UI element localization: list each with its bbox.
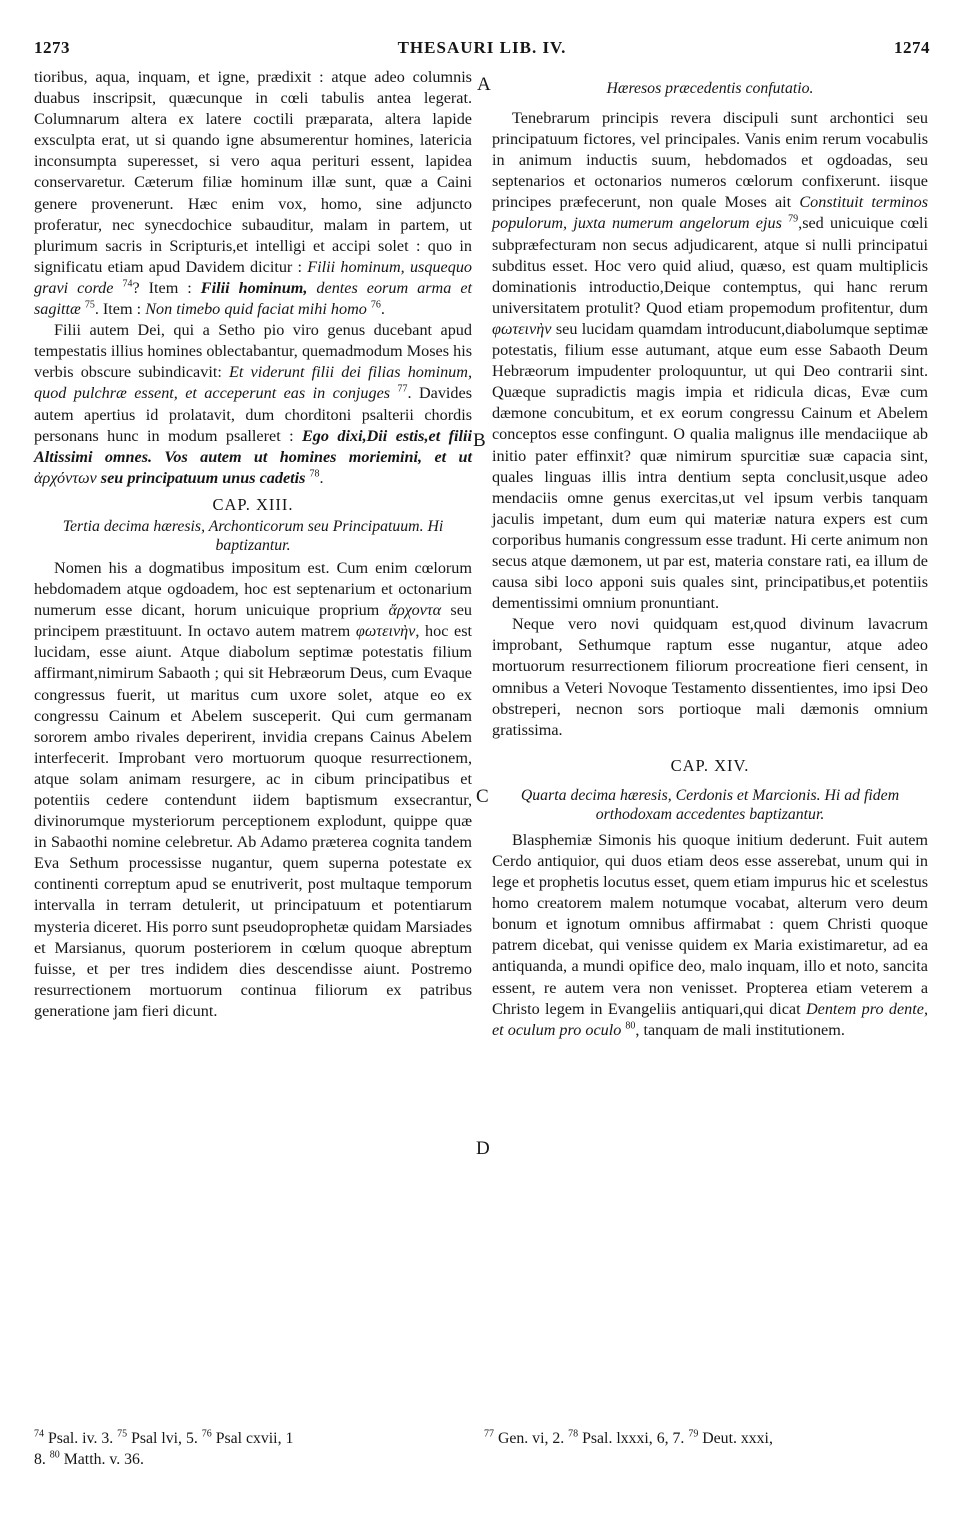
greek-word: ἀρχόντων (34, 468, 97, 487)
margin-marker-a: A (477, 74, 491, 95)
page-number-left: 1273 (34, 38, 70, 57)
footnote: $^{80}$ Matth. v. 36. (49, 1449, 144, 1468)
page-number-right: 1274 (894, 38, 930, 57)
footnote: $^{77}$ Gen. vi, 2. (484, 1428, 569, 1447)
chapter-heading: CAP. XIII. (212, 494, 294, 514)
running-title: THESAURI LIB. IV. (397, 38, 567, 57)
quotation: Filii hominum, (200, 278, 308, 297)
section-subtitle: Hæresos præcedentis confutatio. (606, 80, 814, 97)
paragraph: Neque vero novi quidquam est,quod divinum lavacrum improbant, Sethumque raptum esse nugantur, atque adeo mortuorum resurrectionem filiorum procreatione fieri censent, in omnibus a Veteri Novoque Testamento dissentientes, imo ipsi Deo obstreperi, necnon sors portioque mali dæmonis omnium gratissima. (492, 615, 928, 739)
footnote: $^{75}$ Psal lvi, 5. (117, 1428, 202, 1447)
paragraph: Nomen his a dogmatibus impositum est. Cum enim cœlorum hebdomadem atque ogdoadem, hoc est septenarium et octonarium numerum esse dicant, horum unicuique proprium ἄρχοντα seu principem præstituunt. In octavo autem matrem φωτεινὴν, hoc est lucidam, esse aiunt. Atque diabolum septimæ potestatis filium affirmant,nimirum Sabaoth ; qui sit Hebræorum Deus, cum Evaque congressus fuerit, ut maritus cum uxore solet, atque eo ex congressu Cainum et Abelem susceperit. Qui cum germanam sororem ambo rivales deperirent, invidia crepans Cainus Abelem interfecerit. Improbant vero mortuorum quoque resurrectionem, atque solam animam resurgere, ac in cibum principatibus et potentiis cedere contendunt iidem baptismum exsecrantur, divinorumque mysteriorum perceptionem explodunt, quippe quæ in Sabaothi nomine celebretur. Ab Adamo præterea cognita tandem Eva Sethum processisse nugantur, quem superna potestate ex continenti correptum apud se enutriverit, post multaque temporum intervalla in terram detulerit, ut principatuum et potentiarum mysteria diceret. His porro sunt pseudoprophetæ quidam Marsiades et Marsianus, quorum posteriorem in cœlum quoque abreptum fuisse, et per tres indidem dies descendisse aiunt. Postremo resurrectionem mortuorum continua filiorum ex patribus generatione jam fieri dicunt. (34, 558, 473, 1020)
left-column (34, 67, 472, 1022)
margin-marker-b: B (473, 430, 486, 451)
footnote-ref: 80 (625, 1020, 636, 1032)
quotation: Dentem pro dente, et oculum pro oculo (492, 999, 928, 1039)
quotation: dentes eorum arma et sagittæ (34, 278, 472, 319)
right-column (492, 79, 928, 1041)
quotation: seu principatuum unus cadetis (100, 468, 306, 487)
footnote-ref: 79 (788, 214, 799, 226)
chapter-subtitle: Tertia decima hæresis, Archonticorum seu Principatuum. Hi baptizantur. (62, 517, 444, 554)
paragraph: Tenebrarum principis revera discipuli sunt archontici seu principatuum fictores, vel principales. Vanis enim rerum vocabulis in animum inductis suum, hebdomados et ogdoadas, seu septenarios et octonarios numeros cœlorum confixerunt. iisque principes præfecerunt, non quale Moses ait Constituit terminos populorum, juxta numerum angelorum ejus $^{79}$,sed unicuique cœli subpræfecturam non secus adjudicarent, atque si nulli principatui subditus esset. Hoc vero quid aliud, quæso, est quam multiplicis dominationis introductio,Deique contemptus, qui hanc rerum universitatem protulit? Quod etiam propemodum profitentur, dum φωτεινὴν seu lucidam quamdam introducunt,diabolumque septimæ potestatis, filium esse autumant, atque eum esse Sabaoth Deum Hebræorum impudenter proloquuntur, ut qui Deo contrarii sint. Quæque supradictis magis impia et ridicula dicas, Evæ cum dæmone concubitum, et ex eorum congressu Cainum et Abelem conceptos esse confingunt. O qualia malignus ille mendaciique ab initio pater effinxit? quæ nimirum spurcitiæ suæ capacia sint, quales linguas illis intra dentium septa conclusit,usque adeo mendaciis omne genus exercitas,ut vel ipsum verbis tanquam jaculis impetant, dum eum qui materiæ natura expers est cum corporibus humanis congressum esse tradunt. Hi certe animum non secus atque dæmonem, ut par est, materia constare rati, ea illum de causa sibi loco apponi suis quales sint, principatibus,et potentiis dementissimi omnium pronuntiant. (492, 109, 929, 613)
margin-marker-c: C (476, 786, 489, 807)
greek-word: φωτεινὴν (355, 622, 416, 641)
quotation: Non timebo quid faciat mihi homo (145, 300, 367, 319)
paragraph: tioribus, aqua, inquam, et igne, prædixit : atque adeo columnis duabus inscripsit, quæcunque in cœli tabulis antea legerat. Columnarum altera ex latere coctili præparata, altera lapide exsculpta erat, ut si quando igne absumerentur homines, latericia inconsumpta superesset, si vero aqua perituri essent, lapidea conservaretur. Cæterum filiæ hominum illæ sunt, quæ a Caini genere provenerunt. Hæc enim vox, homo, sine adjuncto proferatur, nec synecdochice subauditur, malam in partem, ut plurimum sacris in Scripturis,et intelligi et accipi solet : quo in significatu etiam apud Davidem dicitur : Filii hominum, usquequo gravi corde $^{74}$? Item : Filii hominum, dentes eorum arma et sagittæ $^{75}$. Item : Non timebo quid faciat mihi homo $^{76}$. (34, 68, 473, 319)
quotation: Ego dixi,Dii estis,et filii Altissimi omnes. Vos autem ut homines moriemini, et ut (34, 426, 472, 466)
chapter-subtitle: Quarta decima hæresis, Cerdonis et Marcionis. Hi ad fidem orthodoxam accedentes baptizantur. (520, 786, 900, 823)
footnote-ref: 78 (309, 468, 320, 480)
paragraph: Filii autem Dei, qui a Setho pio viro genus ducebant apud tempestatis illius homines oblectabantur, quemadmodum Moses his verbis obscure subindicavit: Et viderunt filii dei filias hominum, quod pulchræ essent, et acceperunt eas in conjuges $^{77}$. Davides autem apertius id prolatavit, dum chorditoni psalterii chordis personans hunc in modum psalleret : Ego dixi,Dii estis,et filii Altissimi omnes. Vos autem ut homines moriemini, et ut ἀρχόντων seu principatuum unus cadetis $^{78}$. (34, 321, 473, 487)
footnote-ref: 74 (122, 278, 133, 290)
footnote-ref: 77 (397, 384, 408, 396)
footnotes-left (34, 1428, 474, 1470)
footnote: $^{74}$ Psal. iv. 3. (34, 1428, 118, 1447)
running-header (34, 38, 930, 64)
paragraph: Blasphemiæ Simonis his quoque initium dederunt. Fuit autem Cerdo antiquior, qui duos etiam deos esse asserebat, unum qui in lege et prophetis locutus esset, quem etiam impurus hic et scelestus homo creatorem malem notumque vocabat, alterum vero deum bonum et ignotum omnibus affirmabat : quem Christi quoque patrem dicebat, qui venisse quidem ex Maria existimaretur, ad ea antiquanda, a mundi opifice deo, malo inquam, illo et noto, sancita essent, re autem vera non venisset. Propterea etiam veterem a Christo legem in Evangeliis antiquari,qui dicat Dentem pro dente, et oculum pro oculo $^{80}$, tanquam de mali institutionem. (492, 830, 928, 1039)
greek-word: ἄρχοντα (388, 601, 442, 620)
footnote: $^{79}$ Deut. xxxi, (688, 1428, 773, 1447)
greek-word: φωτεινὴν (492, 319, 552, 338)
quotation: Et viderunt filii dei filias hominum, quod pulchræ essent, et acceperunt eas in conjuges (34, 363, 473, 403)
footnote-ref: 76 (370, 299, 381, 311)
footnote-ref: 75 (84, 299, 95, 311)
quotation: Filii hominum, usquequo gravi corde (34, 257, 473, 297)
quotation: Constituit terminos populorum, juxta numerum angelorum ejus (492, 193, 928, 233)
footnote-continuation: 8. (34, 1451, 50, 1468)
footnotes-right (484, 1428, 930, 1449)
chapter-heading: CAP. XIV. (670, 755, 750, 775)
margin-marker-d: D (476, 1138, 490, 1159)
footnote: $^{76}$ Psal cxvii, 1 (201, 1428, 294, 1447)
footnote: $^{78}$ Psal. lxxxi, 6, 7. (568, 1428, 689, 1447)
